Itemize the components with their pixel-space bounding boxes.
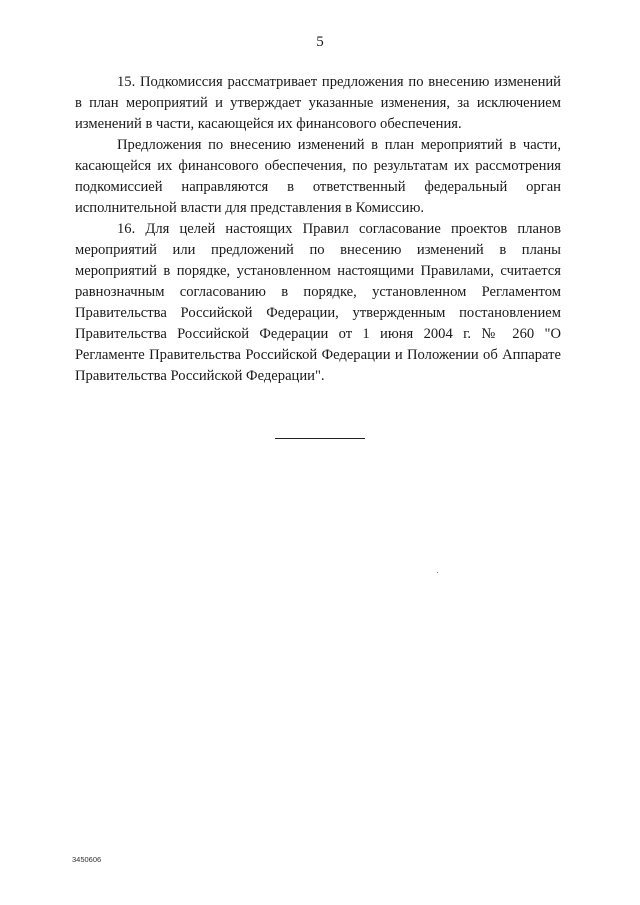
page-number: 5 (316, 34, 324, 50)
scan-speck (437, 572, 438, 573)
end-of-text-separator (275, 438, 365, 439)
paragraph-15: 15. Подкомиссия рассматривает предложения по внесению изменений в план мероприятий и утверждает указанные изменения, за исключением изменений в части, касающейся их финансового обеспечения. (75, 74, 561, 132)
paragraph-15-continuation: Предложения по внесению изменений в план мероприятий в части, касающейся их финансового обеспечения, по результатам их рассмотрения подкомиссией направляются в ответственный федеральный орган исполнительной власти для представления в Комиссию. (75, 137, 561, 216)
document-code: 3450606 (72, 855, 102, 864)
paragraph-16: 16. Для целей настоящих Правил согласование проектов планов мероприятий или предложений по внесению изменений в планы мероприятий в порядке, установленном настоящими Правилами, считается равнозначным согласованию в порядке, установленном Регламентом Правительства Российской Федерации, утвержденным постановлением Правительства Российской Федерации от 1 июня 2004 г. № 260 "О Регламенте Правительства Российской Федерации и Положении об Аппарате Правительства Российской Федерации". (75, 221, 561, 384)
document-body (75, 72, 561, 387)
